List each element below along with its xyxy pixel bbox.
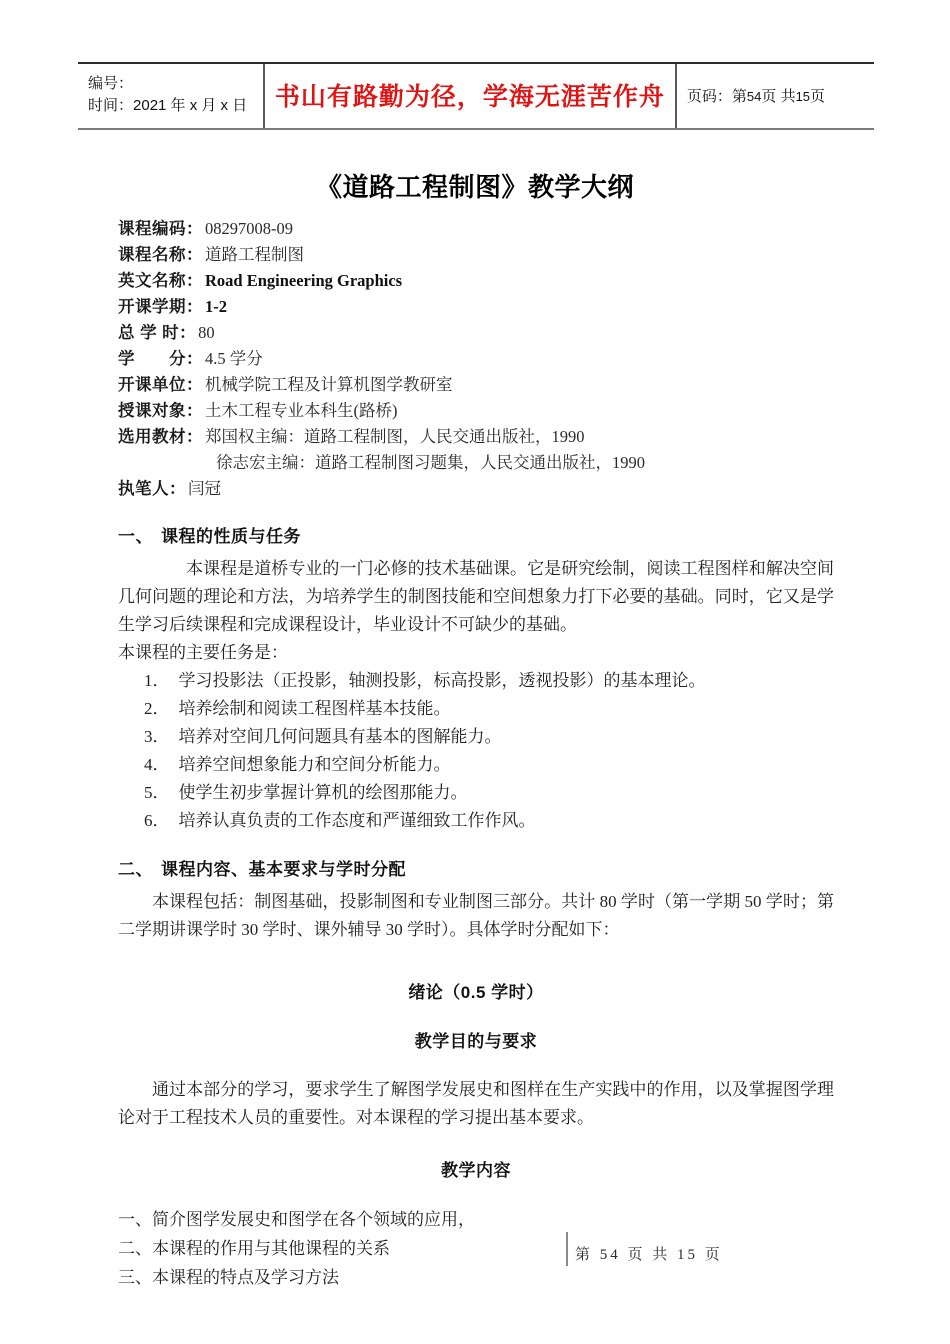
page-footer bbox=[575, 1243, 895, 1264]
header-row bbox=[78, 64, 874, 128]
teaching-content-item: 三、本课程的特点及学习方法 bbox=[118, 1268, 339, 1287]
textbook-second-line: 徐志宏主编：道路工程制图习题集，人民交通出版社，1990 bbox=[216, 453, 645, 472]
header-cell-pagination bbox=[677, 64, 874, 128]
footer-total-prefix: 共 bbox=[652, 1247, 671, 1263]
course-meta-row bbox=[118, 320, 834, 346]
course-meta-value: 4.5 学分 bbox=[205, 349, 263, 368]
course-meta-value: 08297008-09 bbox=[205, 219, 293, 238]
course-meta-label: 学 分： bbox=[118, 350, 203, 368]
task-item-number: 6． bbox=[144, 811, 170, 830]
course-meta-label: 英文名称： bbox=[118, 272, 203, 290]
spacer bbox=[118, 1181, 834, 1205]
task-list bbox=[118, 667, 834, 835]
header-page-line bbox=[687, 85, 864, 106]
tasks-intro: 本课程的主要任务是： bbox=[118, 643, 288, 662]
course-meta-row bbox=[118, 294, 834, 320]
teaching-content-item: 一、简介图学发展史和图学在各个领域的应用， bbox=[118, 1210, 475, 1229]
course-meta-value: 80 bbox=[198, 323, 215, 342]
course-meta-label: 课程名称： bbox=[118, 246, 203, 264]
purpose-heading: 教学目的与要求 bbox=[414, 1032, 538, 1051]
course-meta-label: 开课学期： bbox=[118, 298, 203, 316]
course-meta-value: 郑国权主编：道路工程制图，人民交通出版社，1990 bbox=[205, 427, 585, 446]
task-item-text: 学习投影法（正投影，轴测投影，标高投影，透视投影）的基本理论。 bbox=[178, 671, 706, 690]
chapter-heading: 绪论（0.5 学时） bbox=[408, 983, 544, 1002]
spacer bbox=[118, 1052, 834, 1076]
section-2-paragraph: 本课程包括：制图基础，投影制图和专业制图三部分。共计 80 学时（第一学期 50 学时；第二学期讲课学时 30 学时、课外辅导 30 学时）。具体学时分配如下： bbox=[118, 892, 834, 939]
page-header-table bbox=[78, 62, 874, 130]
spacer bbox=[118, 1132, 834, 1156]
course-meta-label: 选用教材： bbox=[118, 428, 203, 446]
course-meta-label: 授课对象： bbox=[118, 402, 203, 420]
section-2-heading bbox=[118, 855, 834, 880]
task-item bbox=[118, 723, 834, 751]
task-item-number: 5． bbox=[144, 783, 170, 802]
course-meta-row bbox=[118, 216, 834, 242]
footer-pagination bbox=[575, 1243, 723, 1264]
teaching-content-item: 二、本课程的作用与其他课程的关系 bbox=[118, 1239, 390, 1258]
course-meta-row bbox=[118, 242, 834, 268]
footer-current: 54 bbox=[599, 1247, 621, 1263]
task-item-number: 3． bbox=[144, 727, 170, 746]
header-page-unit: 页 bbox=[761, 87, 777, 105]
task-item bbox=[118, 751, 834, 779]
course-meta-row bbox=[118, 398, 834, 424]
course-meta-value: 1-2 bbox=[205, 297, 227, 316]
course-meta-value: 道路工程制图 bbox=[205, 245, 304, 264]
course-meta-row bbox=[118, 424, 834, 450]
section-1-title: 课程的性质与任务 bbox=[161, 527, 301, 546]
section-2-number: 二、 bbox=[118, 860, 153, 879]
header-page-total-unit: 页 bbox=[810, 87, 826, 105]
purpose-paragraph: 通过本部分的学习，要求学生了解图学发展史和图样在生产实践中的作用，以及掌握图学理论对于工程技术人员的重要性。对本课程的学习提出基本要求。 bbox=[118, 1080, 834, 1127]
task-item-number: 2． bbox=[144, 699, 170, 718]
author-value: 闫冠 bbox=[188, 479, 221, 498]
content-heading: 教学内容 bbox=[441, 1161, 511, 1180]
header-cell-slogan bbox=[265, 64, 677, 128]
header-date-line bbox=[88, 95, 253, 117]
section-1-number: 一、 bbox=[118, 527, 153, 546]
document-title: 《道路工程制图》教学大纲 bbox=[315, 173, 634, 202]
task-item bbox=[118, 695, 834, 723]
task-item-text: 培养空间想象能力和空间分析能力。 bbox=[178, 755, 451, 774]
course-meta-row bbox=[118, 372, 834, 398]
task-item-number: 1． bbox=[144, 671, 170, 690]
task-item-text: 使学生初步掌握计算机的绘图那能力。 bbox=[178, 783, 468, 802]
footer-total-unit: 页 bbox=[704, 1247, 723, 1263]
course-meta-value: Road Engineering Graphics bbox=[205, 271, 403, 290]
author-row bbox=[118, 476, 834, 502]
task-item-text: 培养对空间几何问题具有基本的图解能力。 bbox=[178, 727, 502, 746]
task-item bbox=[118, 667, 834, 695]
footer-unit: 页 bbox=[627, 1247, 646, 1263]
spacer bbox=[118, 944, 834, 978]
task-item-text: 培养绘制和阅读工程图样基本技能。 bbox=[178, 699, 451, 718]
header-page-total-prefix: 共 bbox=[780, 87, 796, 105]
footer-prefix: 第 bbox=[575, 1247, 594, 1263]
spacer bbox=[118, 1003, 834, 1027]
course-meta-label: 总 学 时： bbox=[118, 324, 197, 342]
header-page-label: 页码： bbox=[686, 87, 732, 105]
task-item bbox=[118, 779, 834, 807]
section-1-paragraph: 本课程是道桥专业的一门必修的技术基础课。它是研究绘制，阅读工程图样和解决空间几何问题的理论和方法，为培养学生的制图技能和空间想象力打下必要的基础。同时，它又是学生学习后续课程和完成课程设计，毕业设计不可缺少的基础。 bbox=[118, 559, 834, 634]
footer-divider bbox=[566, 1232, 568, 1266]
task-item bbox=[118, 807, 834, 835]
course-meta-label: 课程编码： bbox=[118, 220, 203, 238]
header-date-label: 时间： bbox=[88, 97, 134, 114]
course-meta-row bbox=[118, 268, 834, 294]
header-date-value: 2021 年 x 月 x 日 bbox=[133, 97, 248, 114]
course-metadata-list bbox=[118, 216, 834, 450]
header-page-current: 54 bbox=[746, 88, 762, 104]
header-slogan: 书山有路勤为径，学海无涯苦作舟 bbox=[274, 84, 665, 111]
course-meta-value: 机械学院工程及计算机图学教研室 bbox=[205, 375, 453, 394]
course-meta-row bbox=[118, 346, 834, 372]
document-body bbox=[118, 216, 834, 1292]
section-2-title: 课程内容、基本要求与学时分配 bbox=[161, 860, 406, 879]
task-item-text: 培养认真负责的工作态度和严谨细致工作作风。 bbox=[178, 811, 536, 830]
author-label: 执笔人： bbox=[118, 480, 186, 498]
header-page-current-prefix: 第 bbox=[731, 87, 747, 105]
footer-total: 15 bbox=[677, 1247, 699, 1263]
task-item-number: 4． bbox=[144, 755, 170, 774]
header-page-total: 15 bbox=[795, 88, 811, 104]
section-1-heading bbox=[118, 522, 834, 547]
course-meta-label: 开课单位： bbox=[118, 376, 203, 394]
course-meta-value: 土木工程专业本科生(路桥) bbox=[205, 401, 398, 420]
header-code-label: 编号： bbox=[88, 75, 134, 93]
header-cell-meta bbox=[78, 64, 265, 128]
